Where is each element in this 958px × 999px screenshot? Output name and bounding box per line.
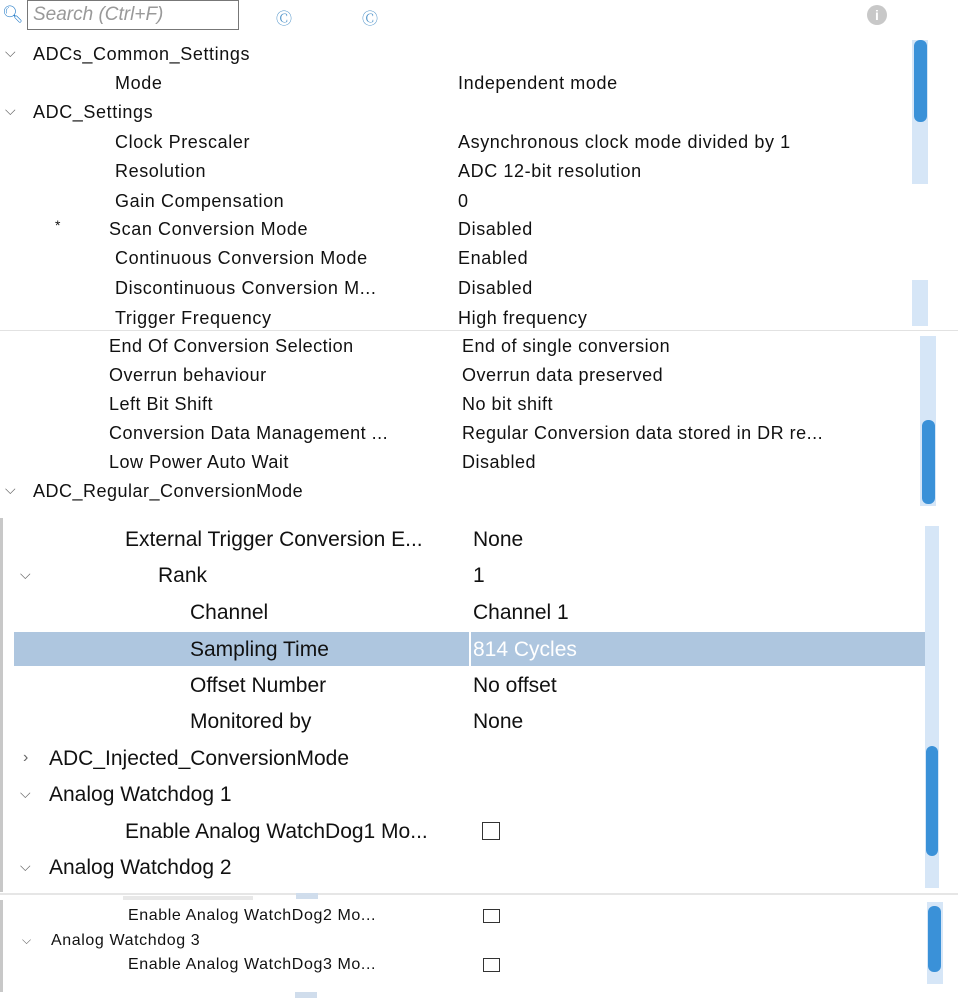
scrollbar-thumb[interactable] (926, 746, 938, 856)
row-value: None (473, 528, 524, 551)
tree-node-analog-watchdog-1[interactable] (3, 777, 945, 813)
row-label: Mode (115, 73, 163, 93)
row-label: Scan Conversion Mode (109, 219, 309, 239)
param-row[interactable] (0, 189, 930, 217)
tree-node-adc-injected-conversionmode[interactable] (3, 741, 945, 777)
modified-marker: * (55, 217, 61, 233)
row-value: Regular Conversion data stored in DR re... (462, 423, 824, 443)
tree-node-analog-watchdog-2[interactable] (3, 850, 945, 886)
param-row[interactable] (3, 668, 945, 704)
cut-off-row (123, 896, 253, 900)
divider (0, 330, 958, 331)
row-label: Rank (158, 564, 208, 587)
enable-watchdog1-checkbox[interactable] (482, 822, 500, 840)
param-row[interactable] (0, 363, 940, 391)
param-row[interactable] (0, 392, 940, 420)
row-value: None (473, 710, 524, 733)
row-label: Clock Prescaler (115, 132, 251, 152)
chevron-down-icon[interactable]: ⌵ (5, 481, 16, 497)
panel-tab (296, 893, 318, 899)
divider (0, 893, 958, 895)
row-label: Enable Analog WatchDog3 Mo... (128, 956, 377, 973)
row-label: Channel (190, 601, 269, 624)
row-label: ADCs_Common_Settings (33, 44, 251, 64)
row-value: No bit shift (462, 394, 554, 414)
chevron-down-icon[interactable]: ⌵ (20, 566, 31, 582)
param-row[interactable] (3, 704, 945, 740)
search-icon[interactable]: 🔍︎ (2, 5, 24, 24)
param-row-selected[interactable] (3, 632, 945, 668)
enable-watchdog2-checkbox[interactable] (483, 909, 500, 923)
row-label: ADC_Injected_ConversionMode (49, 747, 349, 770)
param-row[interactable] (0, 246, 930, 274)
row-label: ADC_Regular_ConversionMode (33, 481, 304, 501)
scrollbar-thumb[interactable] (922, 420, 935, 504)
param-row[interactable] (0, 276, 930, 304)
chevron-down-icon[interactable]: ⌵ (22, 933, 32, 947)
tree-node-analog-watchdog-3[interactable] (3, 929, 947, 953)
row-label: Enable Analog WatchDog1 Mo... (125, 820, 428, 843)
row-value: Overrun data preserved (462, 365, 664, 385)
row-label: Resolution (115, 161, 207, 181)
settings-panel-3 (0, 518, 945, 892)
tree-node-rank[interactable] (3, 558, 945, 594)
row-label: Analog Watchdog 3 (51, 932, 201, 949)
param-row[interactable] (0, 159, 930, 187)
tree-node-adc-settings[interactable] (0, 100, 930, 128)
row-value: Enabled (458, 248, 529, 268)
scrollbar-thumb[interactable] (914, 40, 927, 122)
row-label: Left Bit Shift (109, 394, 214, 414)
row-label: Overrun behaviour (109, 365, 267, 385)
scrollbar-thumb[interactable] (928, 906, 941, 972)
chevron-down-icon[interactable]: ⌵ (5, 44, 16, 60)
row-label: Analog Watchdog 1 (49, 783, 232, 806)
prev-icon[interactable]: Ⓒ (276, 11, 293, 28)
settings-panel-4 (0, 900, 947, 992)
panel-tab (295, 992, 317, 998)
row-value: Disabled (458, 219, 533, 239)
row-label: Sampling Time (190, 638, 329, 661)
search-input[interactable]: Search (Ctrl+F) (27, 0, 239, 30)
row-value: Disabled (462, 452, 537, 472)
row-label: External Trigger Conversion E... (125, 528, 423, 551)
row-label: Analog Watchdog 2 (49, 856, 232, 879)
enable-watchdog3-checkbox[interactable] (483, 958, 500, 972)
param-row[interactable] (0, 130, 930, 158)
row-value: ADC 12-bit resolution (458, 161, 642, 181)
settings-panel-2 (0, 332, 940, 510)
chevron-down-icon[interactable]: ⌵ (20, 785, 31, 801)
chevron-down-icon[interactable]: ⌵ (20, 858, 31, 874)
info-icon[interactable]: i (867, 5, 887, 25)
param-row[interactable] (3, 904, 947, 928)
row-label: Trigger Frequency (115, 308, 272, 328)
chevron-down-icon[interactable]: ⌵ (5, 102, 16, 118)
param-row[interactable] (0, 450, 940, 478)
tree-node-adcs-common-settings[interactable] (0, 42, 930, 70)
row-value: No offset (473, 674, 557, 697)
row-label: Offset Number (190, 674, 327, 697)
param-row[interactable] (0, 421, 940, 449)
row-value: Channel 1 (473, 601, 569, 624)
param-row[interactable] (3, 814, 945, 850)
chevron-right-icon[interactable]: › (23, 749, 29, 766)
tree-node-adc-regular-conversionmode[interactable] (0, 479, 940, 507)
row-label: Continuous Conversion Mode (115, 248, 368, 268)
row-label: Gain Compensation (115, 191, 285, 211)
row-value: 0 (458, 191, 469, 211)
row-label: Discontinuous Conversion M... (115, 278, 377, 298)
row-label: Monitored by (190, 710, 312, 733)
next-icon[interactable]: Ⓒ (362, 11, 379, 28)
settings-panel-1 (0, 36, 930, 330)
vertical-scrollbar[interactable] (912, 280, 928, 326)
row-label: Conversion Data Management ... (109, 423, 389, 443)
row-value: Independent mode (458, 73, 618, 93)
param-row[interactable] (0, 217, 930, 245)
row-label: Enable Analog WatchDog2 Mo... (128, 907, 377, 924)
row-value: End of single conversion (462, 336, 671, 356)
row-value: Asynchronous clock mode divided by 1 (458, 132, 791, 152)
row-value: High frequency (458, 308, 588, 328)
row-value[interactable]: 814 Cycles (473, 638, 577, 661)
param-row[interactable] (3, 522, 945, 558)
param-row[interactable] (0, 71, 930, 99)
param-row[interactable] (0, 334, 940, 362)
param-row[interactable] (3, 953, 947, 977)
row-label: End Of Conversion Selection (109, 336, 354, 356)
param-row[interactable] (3, 595, 945, 631)
row-label: Low Power Auto Wait (109, 452, 289, 472)
row-label: ADC_Settings (33, 102, 154, 122)
row-value: 1 (473, 564, 485, 587)
row-value: Disabled (458, 278, 533, 298)
